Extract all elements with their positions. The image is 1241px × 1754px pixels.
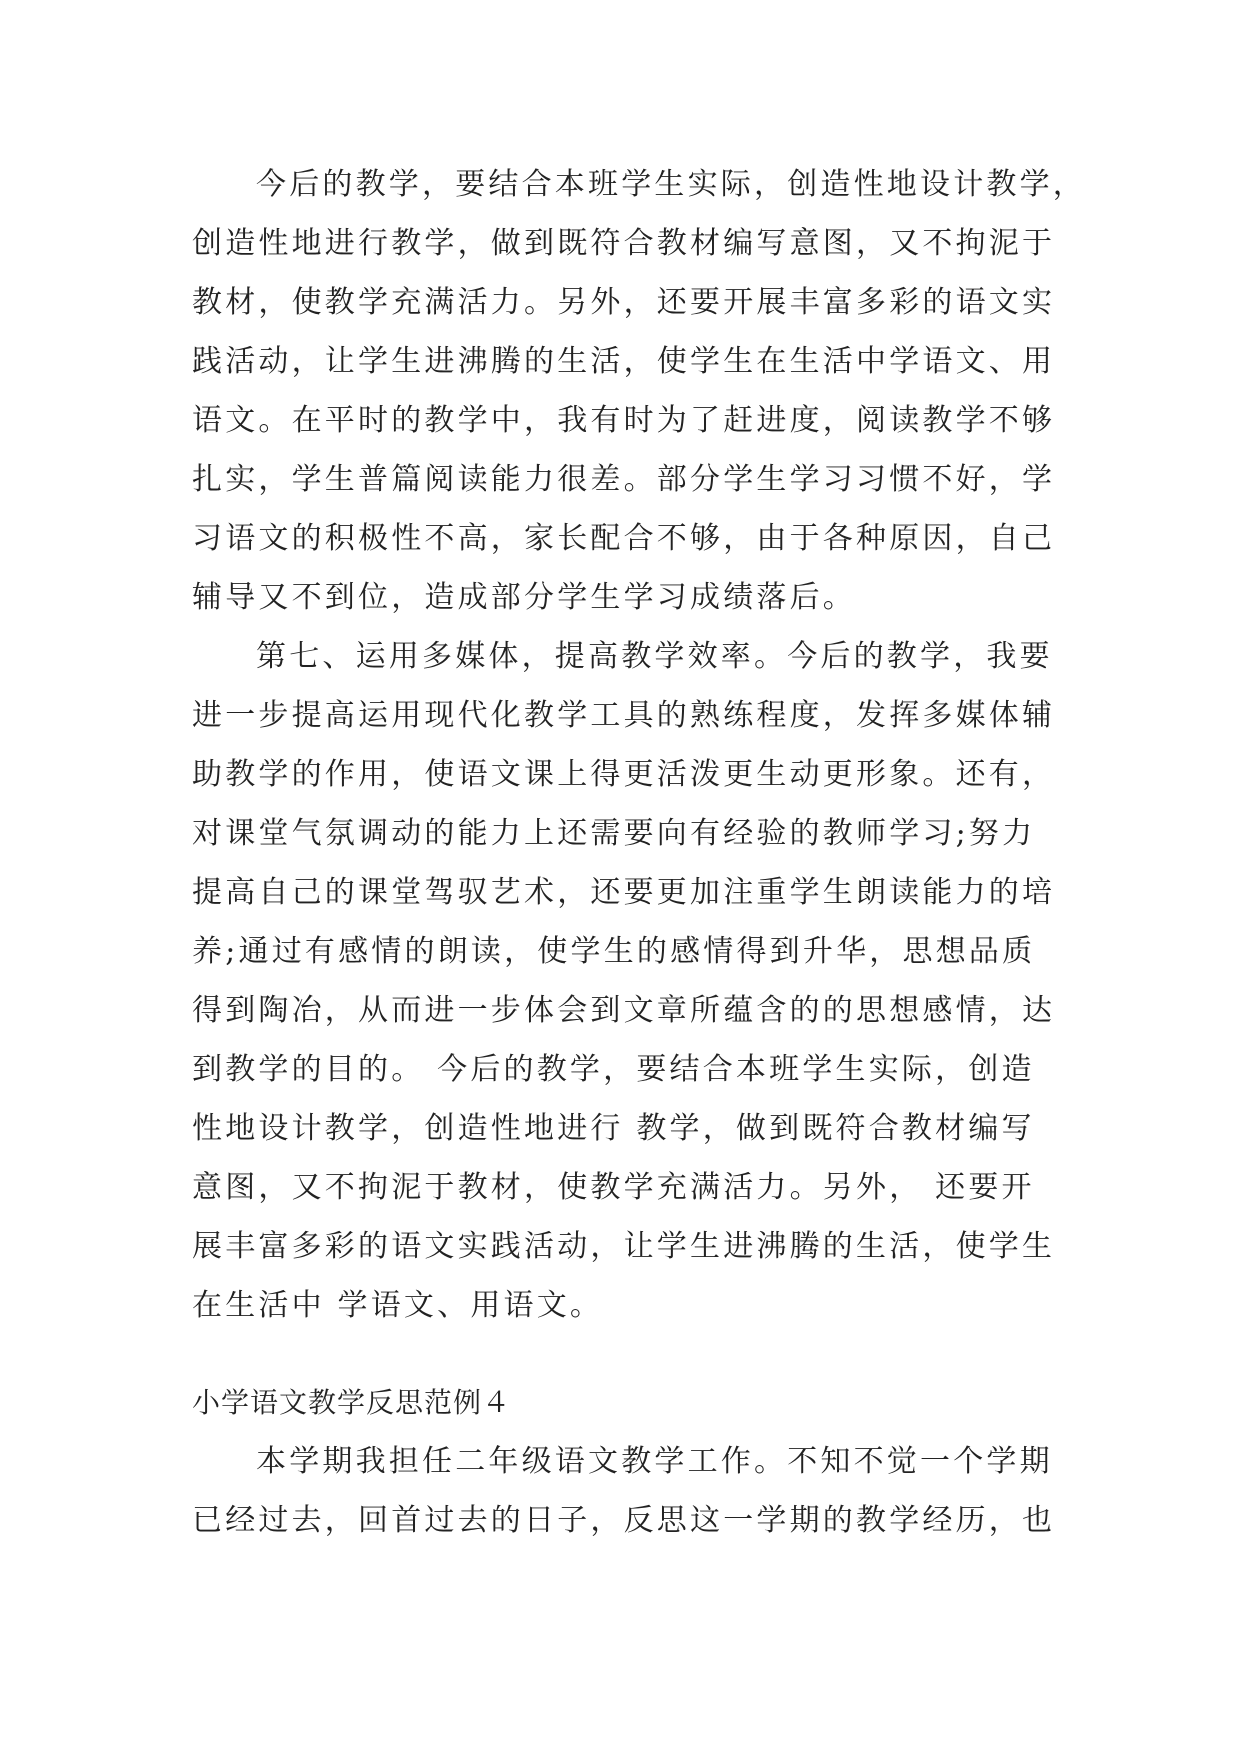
text-line: 践活动，让学生进沸腾的生活，使学生在生活中学语文、用 <box>192 344 1056 379</box>
text-line: 辅导又不到位，造成部分学生学习成绩落后。 <box>192 580 856 615</box>
text-line: 得到陶冶，从而进一步体会到文章所蕴含的的思想感情，达 <box>192 993 1056 1028</box>
text-line: 扎实，学生普篇阅读能力很差。部分学生学习习惯不好，学 <box>192 462 1056 497</box>
body-text-upper <box>192 155 1086 1335</box>
text-line: 性地设计教学，创造性地进行 教学，做到既符合教材编写 <box>192 1111 1035 1146</box>
text-line: 提高自己的课堂驾驭艺术，还要更加注重学生朗读能力的培 <box>192 875 1056 910</box>
text-line: 习语文的积极性不高，家长配合不够，由于各种原因，自己 <box>192 521 1056 556</box>
text-line: 对课堂气氛调动的能力上还需要向有经验的教师学习;努力 <box>192 816 1036 851</box>
paragraph-3 <box>192 1432 1056 1550</box>
text-line: 在生活中 学语文、用语文。 <box>192 1288 604 1323</box>
text-line: 意图，又不拘泥于教材，使教学充满活力。另外， 还要开 <box>192 1170 1035 1205</box>
text-line: 展丰富多彩的语文实践活动，让学生进沸腾的生活，使学生 <box>192 1229 1056 1264</box>
text-line: 已经过去，回首过去的日子，反思这一学期的教学经历，也 <box>192 1503 1056 1538</box>
body-text-lower <box>192 1432 1056 1550</box>
text-line: 到教学的目的。 今后的教学，要结合本班学生实际，创造 <box>192 1052 1035 1087</box>
text-line: 养;通过有感情的朗读，使学生的感情得到升华，思想品质 <box>192 934 1036 969</box>
text-line: 助教学的作用，使语文课上得更活泼更生动更形象。还有， <box>192 757 1056 792</box>
text-line: 语文。在平时的教学中，我有时为了赶进度，阅读教学不够 <box>192 403 1056 438</box>
text-line: 第七、运用多媒体，提高教学效率。今后的教学，我要 <box>256 639 1053 674</box>
text-line: 创造性地进行教学，做到既符合教材编写意图，又不拘泥于 <box>192 226 1056 261</box>
text-line: 今后的教学，要结合本班学生实际，创造性地设计教学， <box>256 167 1086 202</box>
paragraph-2 <box>192 627 1056 1335</box>
text-line: 教材，使教学充满活力。另外，还要开展丰富多彩的语文实 <box>192 285 1056 320</box>
paragraph-1 <box>192 155 1086 627</box>
text-line: 进一步提高运用现代化教学工具的熟练程度，发挥多媒体辅 <box>192 698 1056 733</box>
text-line: 本学期我担任二年级语文教学工作。不知不觉一个学期 <box>256 1444 1053 1479</box>
section-heading: 小学语文教学反思范例４ <box>192 1386 512 1419</box>
